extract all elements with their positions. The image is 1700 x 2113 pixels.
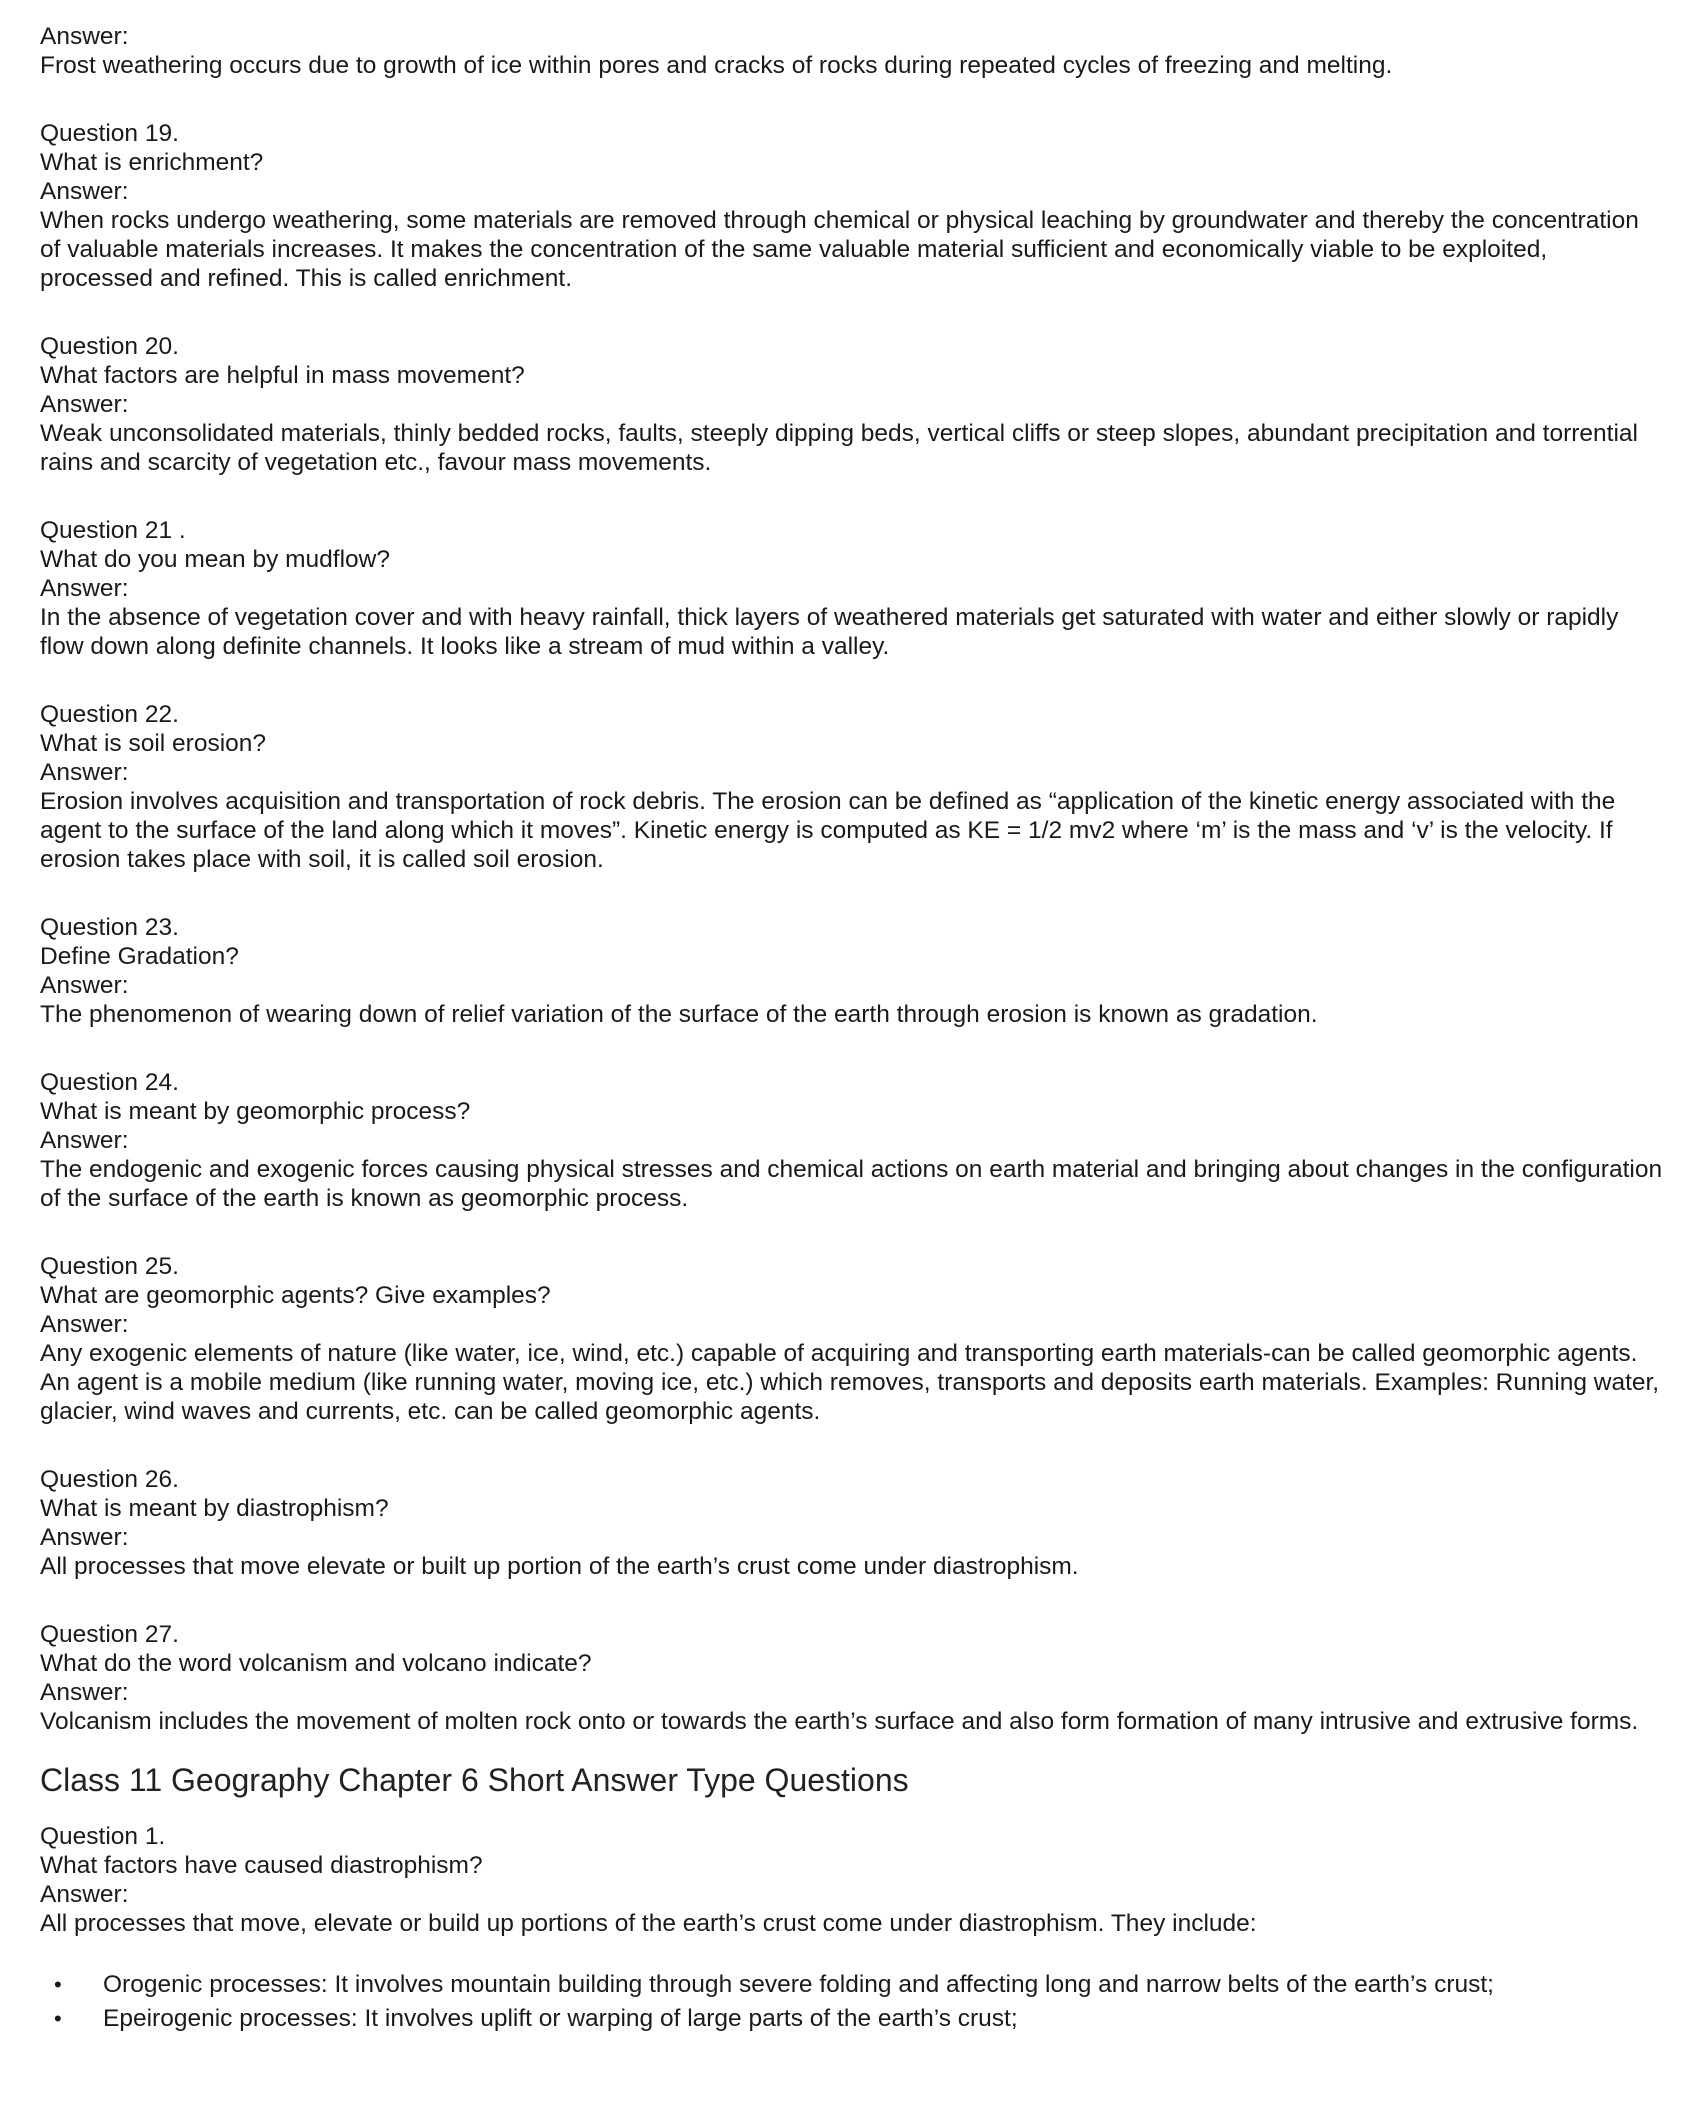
question-block-22 — [40, 700, 1665, 874]
answer-label: Answer: — [40, 759, 129, 786]
answer-label: Answer: — [40, 1881, 129, 1908]
answer-text: The phenomenon of wearing down of relief variation of the surface of the earth through erosion is known as gradation. — [40, 1001, 1318, 1028]
question-text: What factors are helpful in mass movement? — [40, 362, 525, 389]
answer-label: Answer: — [40, 391, 129, 418]
answer-label: Answer: — [40, 1524, 129, 1551]
question-block-23 — [40, 913, 1665, 1029]
answer-label: Answer: — [40, 178, 129, 205]
question-text: What is soil erosion? — [40, 730, 267, 757]
answer-text: When rocks undergo weathering, some materials are removed through chemical or physical leaching by groundwater and thereby the concentration of valuable materials increases. It makes the concentration of the same valuable material sufficient and economically viable to be exploited, processed and refined. This is called enrichment. — [40, 207, 1639, 292]
question-text: Define Gradation? — [40, 943, 239, 970]
bullet-text: Orogenic processes: It involves mountain building through severe folding and affecting long and narrow belts of the earth’s crust; — [103, 1971, 1494, 1998]
answer-text: All processes that move elevate or built up portion of the earth’s crust come under diastrophism. — [40, 1553, 1079, 1580]
question-block-19 — [40, 119, 1665, 293]
answer-label: Answer: — [40, 972, 129, 999]
question-label: Question 22. — [40, 701, 179, 728]
question-block-20 — [40, 332, 1665, 477]
question-text: What is meant by geomorphic process? — [40, 1098, 471, 1125]
question-text: What is enrichment? — [40, 149, 264, 176]
answer-text: Frost weathering occurs due to growth of ice within pores and cracks of rocks during repeated cycles of freezing and melting. — [40, 52, 1393, 79]
question-block-21 — [40, 516, 1665, 661]
intro-answer-block — [40, 22, 1665, 80]
answer-text: All processes that move, elevate or build up portions of the earth’s crust come under diastrophism. They include: — [40, 1910, 1257, 1937]
answer-text: In the absence of vegetation cover and with heavy rainfall, thick layers of weathered materials get saturated with water and either slowly or rapidly flow down along definite channels. It looks like a stream of mud within a valley. — [40, 604, 1619, 660]
question-label: Question 27. — [40, 1621, 179, 1648]
document-page — [40, 22, 1665, 2036]
question-label: Question 25. — [40, 1253, 179, 1280]
question-label: Question 21 . — [40, 517, 186, 544]
question-block-24 — [40, 1068, 1665, 1213]
question-text: What do the word volcanism and volcano indicate? — [40, 1650, 592, 1677]
question-text: What are geomorphic agents? Give examples? — [40, 1282, 551, 1309]
question-text: What factors have caused diastrophism? — [40, 1852, 483, 1879]
answer-text: The endogenic and exogenic forces causing physical stresses and chemical actions on earth material and bringing about changes in the configuration of the surface of the earth is known as geomorphic process. — [40, 1156, 1663, 1212]
bullet-item-epeirogenic — [40, 2002, 1665, 2036]
question-label: Question 23. — [40, 914, 179, 941]
answer-label: Answer: — [40, 1679, 129, 1706]
question-label: Question 26. — [40, 1466, 179, 1493]
answer-label: Answer: — [40, 1311, 129, 1338]
question-block-27 — [40, 1620, 1665, 1736]
question-text: What is meant by diastrophism? — [40, 1495, 389, 1522]
answer-text: Any exogenic elements of nature (like water, ice, wind, etc.) capable of acquiring and transporting earth materials-can be called geomorphic agents. An agent is a mobile medium (like running water, moving ice, etc.) which removes, transports and deposits earth materials. Examples: Running water, glacier, wind waves and currents, etc. can be called geomorphic agents. — [40, 1340, 1660, 1425]
answer-text: Erosion involves acquisition and transportation of rock debris. The erosion can be defined as “application of the kinetic energy associated with the agent to the surface of the land along which it moves”. Kinetic energy is computed as KE = 1/2 mv2 where ‘m’ is the mass and ‘v’ is the velocity. If erosion takes place with soil, it is called soil erosion. — [40, 788, 1616, 873]
question-label: Question 20. — [40, 333, 179, 360]
answer-label: Answer: — [40, 575, 129, 602]
question-label: Question 1. — [40, 1823, 166, 1850]
bullet-marker: • — [54, 1972, 62, 1997]
bullet-marker: • — [54, 2006, 62, 2031]
question-label: Question 19. — [40, 120, 179, 147]
answer-label: Answer: — [40, 23, 129, 50]
answer-text: Volcanism includes the movement of molten rock onto or towards the earth’s surface and also form formation of many intrusive and extrusive forms. — [40, 1708, 1639, 1735]
section-heading: Class 11 Geography Chapter 6 Short Answer Type Questions — [40, 1762, 909, 1798]
bullet-list — [40, 1968, 1665, 2036]
bullet-text: Epeirogenic processes: It involves uplift or warping of large parts of the earth’s crust; — [103, 2005, 1018, 2032]
short-answer-question-block-1 — [40, 1822, 1665, 2036]
question-text: What do you mean by mudflow? — [40, 546, 390, 573]
question-label: Question 24. — [40, 1069, 179, 1096]
answer-text: Weak unconsolidated materials, thinly bedded rocks, faults, steeply dipping beds, vertical cliffs or steep slopes, abundant precipitation and torrential rains and scarcity of vegetation etc., favour mass movements. — [40, 420, 1638, 476]
question-block-25 — [40, 1252, 1665, 1426]
bullet-item-orogenic — [40, 1968, 1665, 2002]
question-block-26 — [40, 1465, 1665, 1581]
answer-label: Answer: — [40, 1127, 129, 1154]
